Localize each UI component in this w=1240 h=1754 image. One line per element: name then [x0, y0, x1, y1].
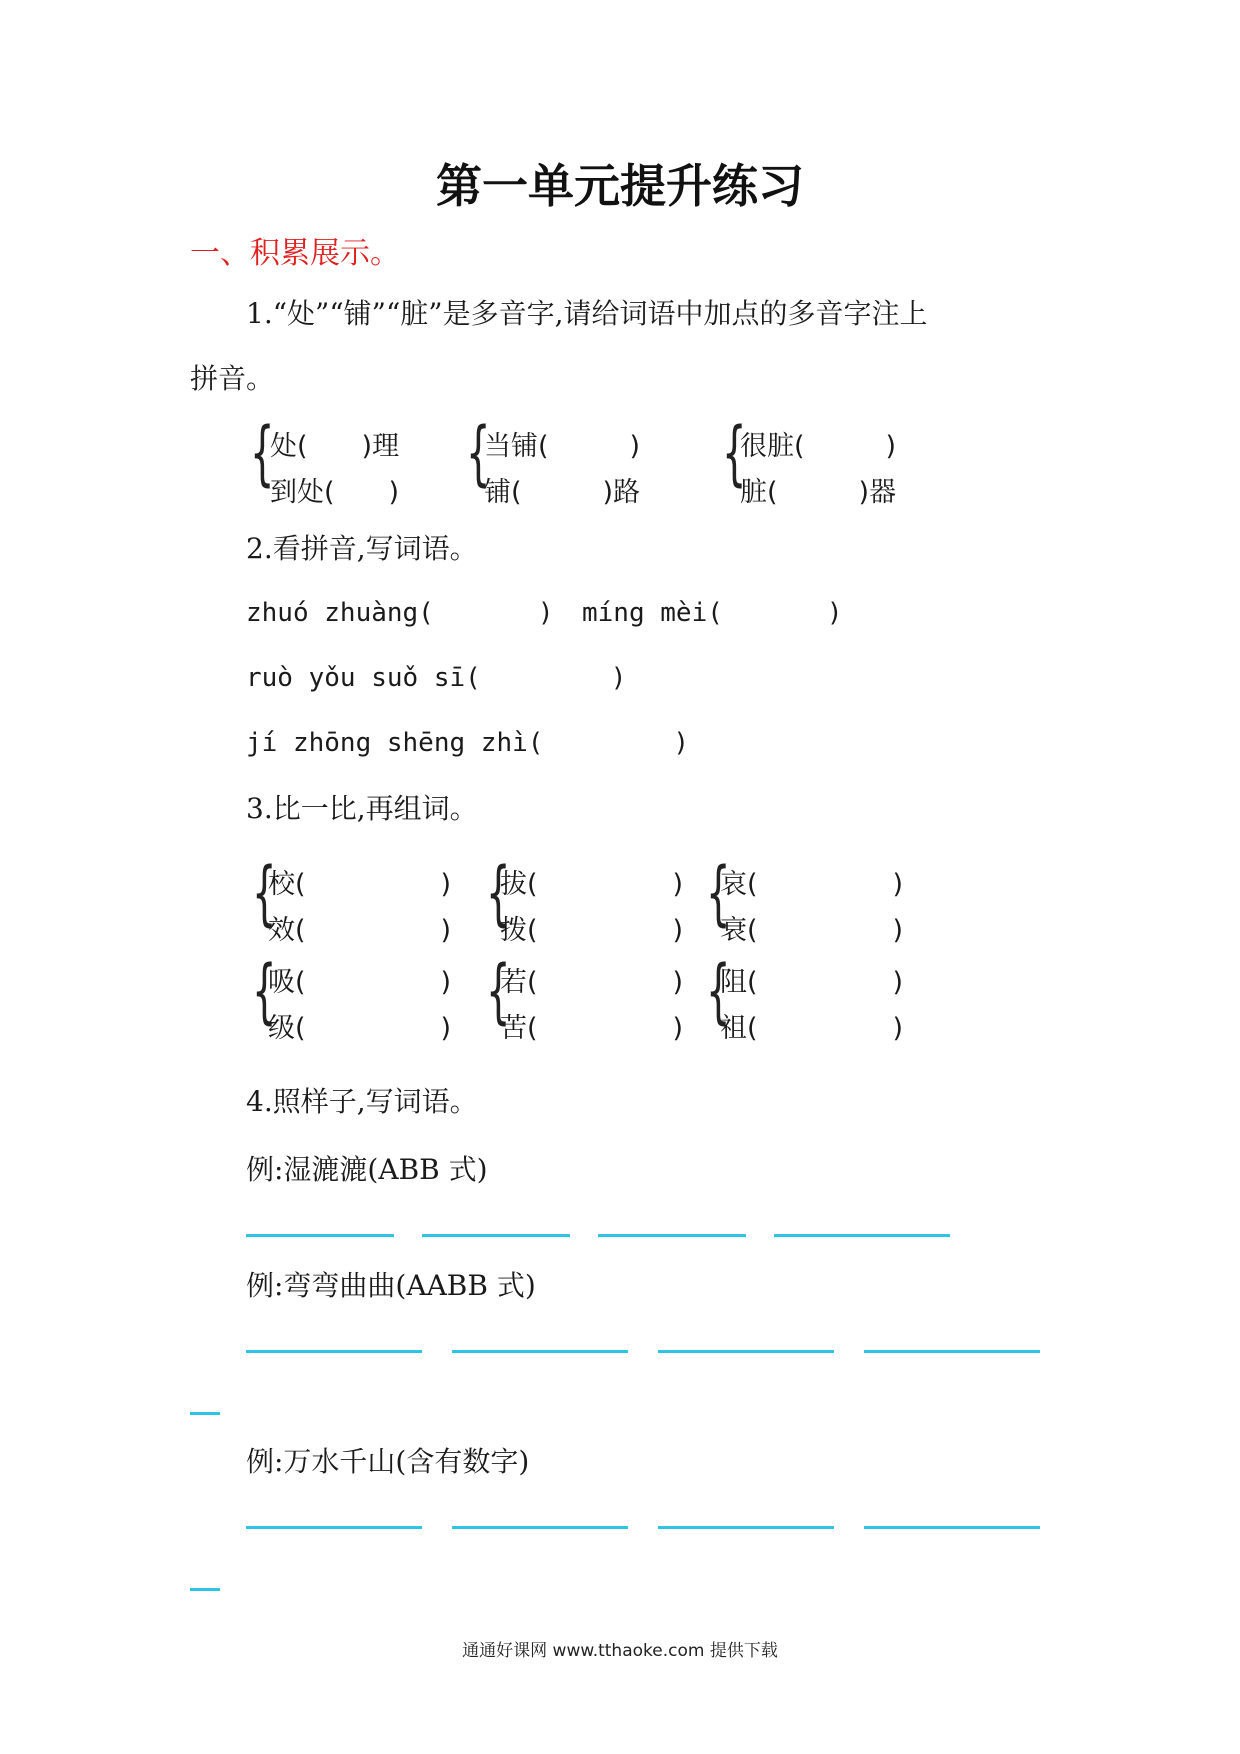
page-title: 第一单元提升练习: [436, 159, 804, 213]
q1-prompt-cont: 拼音。: [190, 362, 275, 395]
answer-line[interactable]: [774, 1234, 950, 1237]
q3-prompt: 3.比一比,再组词。: [246, 792, 478, 825]
brace-icon: {: [706, 852, 731, 934]
q3-item: 校( ): [268, 869, 452, 900]
q2-item: ruò yǒu suǒ sī( ): [246, 663, 627, 693]
q3-item: 祖( ): [720, 1013, 904, 1044]
q2-item: jí zhōng shēng zhì( ): [246, 728, 690, 758]
q3-item: 苦( ): [500, 1013, 684, 1044]
answer-line[interactable]: [246, 1350, 422, 1353]
brace-icon: {: [252, 852, 277, 934]
section-heading: 一、积累展示。: [190, 236, 400, 271]
q3-item: 级( ): [268, 1013, 452, 1044]
q1-prompt: 1.“处”“铺”“脏”是多音字,请给词语中加点的多音字注上: [246, 297, 928, 330]
answer-line[interactable]: [864, 1350, 1040, 1353]
q3-item: 若( ): [500, 967, 684, 998]
q3-item: 吸( ): [268, 967, 452, 998]
q3-item: 阻( ): [720, 967, 904, 998]
answer-line[interactable]: [422, 1234, 570, 1237]
answer-line[interactable]: [452, 1350, 628, 1353]
q4-example: 例:湿漉漉(ABB 式): [246, 1153, 488, 1186]
q1-item: 当铺( ): [484, 431, 641, 462]
q1-item: 铺( )路: [484, 477, 641, 508]
answer-line[interactable]: [246, 1526, 422, 1529]
q1-item: 很脏( ): [740, 431, 897, 462]
answer-line[interactable]: [658, 1526, 834, 1529]
answer-line[interactable]: [190, 1412, 220, 1415]
answer-line[interactable]: [864, 1526, 1040, 1529]
q2-item: míng mèi( ): [582, 598, 843, 628]
brace-icon: {: [486, 950, 511, 1032]
brace-icon: {: [722, 412, 747, 494]
q2-item: zhuó zhuàng( ): [246, 598, 554, 628]
q1-item: 处( )理: [270, 431, 400, 462]
q4-example: 例:弯弯曲曲(AABB 式): [246, 1269, 536, 1302]
brace-icon: {: [706, 950, 731, 1032]
q3-item: 哀( ): [720, 869, 904, 900]
q3-item: 拨( ): [500, 915, 684, 946]
q1-item: 脏( )器: [740, 477, 897, 508]
brace-icon: {: [466, 412, 491, 494]
brace-icon: {: [486, 852, 511, 934]
q3-item: 拔( ): [500, 869, 684, 900]
answer-line[interactable]: [246, 1234, 394, 1237]
q3-item: 效( ): [268, 915, 452, 946]
q3-item: 衰( ): [720, 915, 904, 946]
brace-icon: {: [252, 950, 277, 1032]
answer-line[interactable]: [658, 1350, 834, 1353]
answer-line[interactable]: [598, 1234, 746, 1237]
brace-icon: {: [250, 412, 275, 494]
footer-source: 通通好课网 www.tthaoke.com 提供下载: [462, 1641, 778, 1661]
answer-line[interactable]: [452, 1526, 628, 1529]
q4-prompt: 4.照样子,写词语。: [246, 1085, 478, 1118]
q1-item: 到处( ): [270, 477, 400, 508]
answer-line[interactable]: [190, 1588, 220, 1591]
q4-example: 例:万水千山(含有数字): [246, 1445, 530, 1478]
q2-prompt: 2.看拼音,写词语。: [246, 532, 478, 565]
